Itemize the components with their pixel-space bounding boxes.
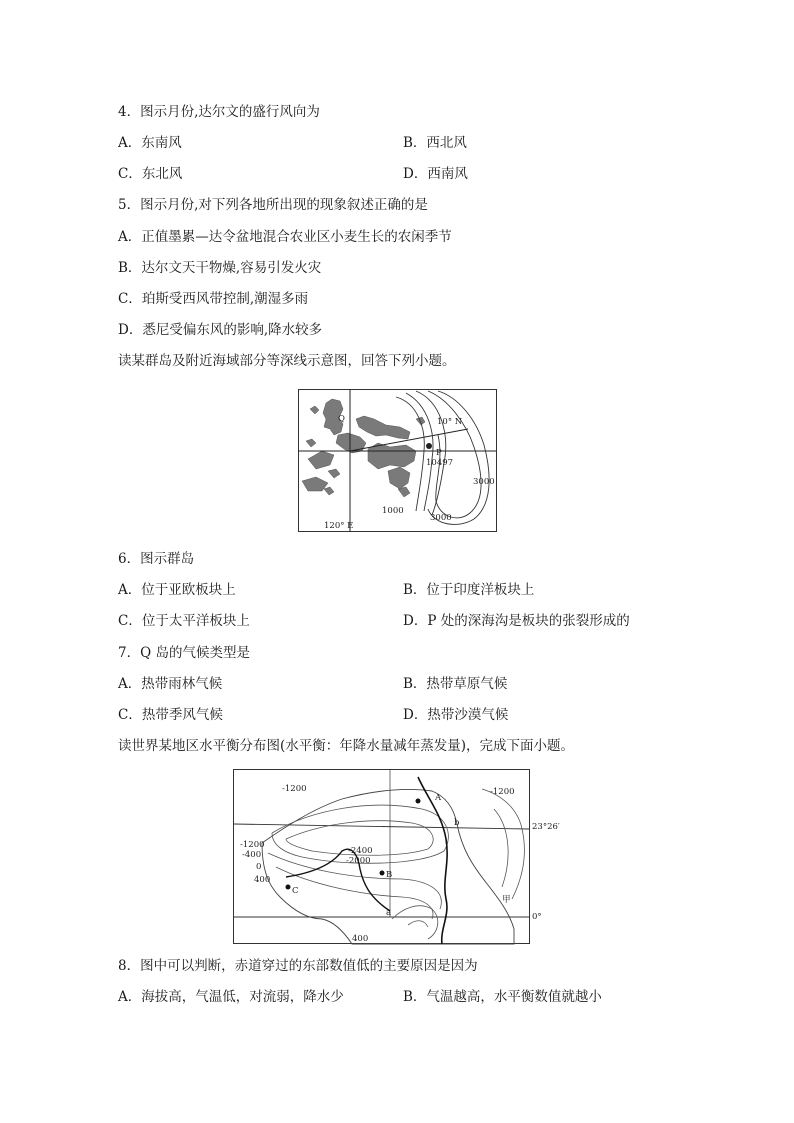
equator-label: 0°	[532, 912, 542, 922]
contour-label-n400: -400	[242, 850, 262, 860]
point-b-label: B	[386, 870, 393, 880]
contour-label-n1200-top: -1200	[282, 784, 307, 794]
contour-label-n2000: -2000	[346, 856, 371, 866]
section-intro-water-balance: 读世界某地区水平衡分布图(水平衡：年降水量减年蒸发量)，完成下面小题。	[118, 738, 575, 754]
q4-option-d: D．西南风	[403, 166, 468, 182]
depth-10497-label: 10497	[426, 458, 454, 468]
q4-option-c: C．东北风	[118, 166, 183, 182]
q8-option-a: A．海拔高，气温低，对流弱，降水少	[118, 989, 344, 1005]
q5-option-d: D．悉尼受偏东风的影响,降水较多	[118, 322, 323, 338]
contour-label-400-left: 400	[254, 875, 271, 885]
point-c-marker	[286, 885, 291, 890]
question-6-stem: 6．图示群岛	[118, 551, 195, 567]
question-7-stem: 7．Q 岛的气候类型是	[118, 645, 250, 661]
q6-option-a: A．位于亚欧板块上	[118, 582, 236, 598]
latitude-label: 10° N	[437, 417, 463, 427]
question-8-stem: 8．图中可以判断，赤道穿过的东部数值低的主要原因是因为	[118, 958, 478, 974]
q7-option-d: D．热带沙漠气候	[403, 707, 509, 723]
point-p-label: P	[436, 448, 442, 458]
q6-option-c: C．位于太平洋板块上	[118, 613, 250, 629]
q4-option-b: B．西北风	[403, 135, 467, 151]
section-intro-archipelago: 读某群岛及附近海域部分等深线示意图，回答下列小题。	[118, 353, 456, 369]
point-a-label: A	[435, 793, 442, 803]
q7-option-b: B．热带草原气候	[403, 676, 508, 692]
q8-option-b: B．气温越高，水平衡数值就越小	[403, 989, 602, 1005]
contour-label-400-bottom: 400	[352, 934, 369, 944]
q7-option-a: A．热带雨林气候	[118, 676, 223, 692]
q6-option-d: D．P 处的深海沟是板块的张裂形成的	[403, 613, 630, 629]
depth-3000-label-bottom: 3000	[430, 513, 452, 523]
point-a-marker	[416, 799, 421, 804]
q5-option-b: B．达尔文天干物燥,容易引发火灾	[118, 260, 322, 276]
longitude-label: 120° E	[324, 521, 354, 531]
water-balance-map	[232, 769, 562, 945]
contour-label-zero: 0	[256, 862, 262, 872]
contour-label-n1200-left: -1200	[240, 840, 265, 850]
point-b-marker	[380, 871, 385, 876]
contour-label-n1200-right: -1200	[490, 787, 515, 797]
q7-option-c: C．热带季风气候	[118, 707, 223, 723]
island-q-label: Q	[338, 414, 345, 424]
region-jia-label: 甲	[502, 895, 511, 905]
point-p-marker	[426, 443, 432, 449]
q6-option-b: B．位于印度洋板块上	[403, 582, 535, 598]
question-5-stem: 5．图示月份,对下列各地所出现的现象叙述正确的是	[118, 197, 428, 213]
archipelago-isobath-map	[298, 389, 497, 532]
question-4-stem: 4．图示月份,达尔文的盛行风向为	[118, 104, 320, 120]
q5-option-c: C．珀斯受西风带控制,潮湿多雨	[118, 291, 309, 307]
q4-option-a: A．东南风	[118, 135, 182, 151]
depth-1000-label: 1000	[382, 506, 404, 516]
point-b-small-label: b	[454, 818, 460, 828]
contour-label-n2400: -2400	[348, 846, 373, 856]
tropic-label: 23°26′	[532, 822, 560, 832]
depth-3000-label-right: 3000	[473, 477, 495, 487]
q5-option-a: A．正值墨累—达令盆地混合农业区小麦生长的农闲季节	[118, 229, 452, 245]
point-a-small-label: a	[386, 908, 392, 918]
point-c-label: C	[292, 886, 299, 896]
